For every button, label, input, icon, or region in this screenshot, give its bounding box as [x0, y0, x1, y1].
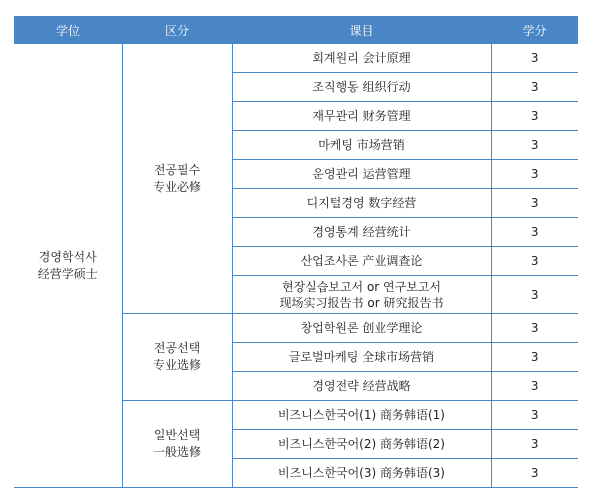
header-degree: 学位: [14, 16, 122, 44]
course-name: 조직행동 组织行动: [232, 73, 491, 102]
category-label-ko: 일반선택: [153, 428, 201, 442]
header-category: 区分: [122, 16, 232, 44]
course-name: 비즈니스한국어(3) 商务韩语(3): [232, 459, 491, 488]
course-credits: 3: [491, 160, 578, 189]
course-credits: 3: [491, 430, 578, 459]
course-name: 디지털경영 数字经营: [232, 189, 491, 218]
degree-label-ko: 경영학석사: [38, 249, 97, 264]
course-name: 비즈니스한국어(1) 商务韩语(1): [232, 401, 491, 430]
course-credits: 3: [491, 102, 578, 131]
course-name-multiline: [232, 276, 491, 314]
header-course: 课目: [232, 16, 491, 44]
table-header-row: [14, 16, 578, 44]
course-name: 경영통계 经营统计: [232, 218, 491, 247]
course-name: 비즈니스한국어(2) 商务韩语(2): [232, 430, 491, 459]
course-credits: 3: [491, 218, 578, 247]
curriculum-table: [14, 16, 578, 488]
course-name: 운영관리 运营管理: [232, 160, 491, 189]
course-name: 창업학원론 创业学理论: [232, 314, 491, 343]
course-credits: 3: [491, 314, 578, 343]
category-label-zh: 一般选修: [152, 445, 201, 459]
course-credits: 3: [491, 372, 578, 401]
course-credits: 3: [491, 276, 578, 314]
curriculum-table-container: [14, 16, 578, 488]
course-credits: 3: [491, 44, 578, 73]
category-label-zh: 专业选修: [152, 358, 201, 372]
course-name: 재무관리 财务管理: [232, 102, 491, 131]
course-name-line1: 현장실습보고서 or 연구보고서: [281, 279, 441, 294]
course-credits: 3: [491, 131, 578, 160]
course-name-line2: 现场实习报告书 or 研究报告书: [279, 295, 444, 310]
category-cell-general-elective: [122, 401, 232, 488]
degree-cell: [14, 44, 122, 488]
course-credits: 3: [491, 189, 578, 218]
course-credits: 3: [491, 401, 578, 430]
category-cell-required: [122, 44, 232, 314]
category-cell-major-elective: [122, 314, 232, 401]
degree-label-zh: 经营学硕士: [37, 266, 98, 281]
course-credits: 3: [491, 247, 578, 276]
category-label-ko: 전공선택: [153, 341, 201, 355]
course-name: 마케팅 市场营销: [232, 131, 491, 160]
category-label-zh: 专业必修: [152, 179, 201, 194]
course-credits: 3: [491, 459, 578, 488]
table-row: [14, 44, 578, 73]
course-credits: 3: [491, 73, 578, 102]
category-label-ko: 전공필수: [153, 162, 201, 177]
course-credits: 3: [491, 343, 578, 372]
header-credits: 学分: [491, 16, 578, 44]
course-name: 산업조사론 产业调查论: [232, 247, 491, 276]
course-name: 경영전략 经营战略: [232, 372, 491, 401]
course-name: 글로벌마케팅 全球市场营销: [232, 343, 491, 372]
course-name: 회계원리 会计原理: [232, 44, 491, 73]
